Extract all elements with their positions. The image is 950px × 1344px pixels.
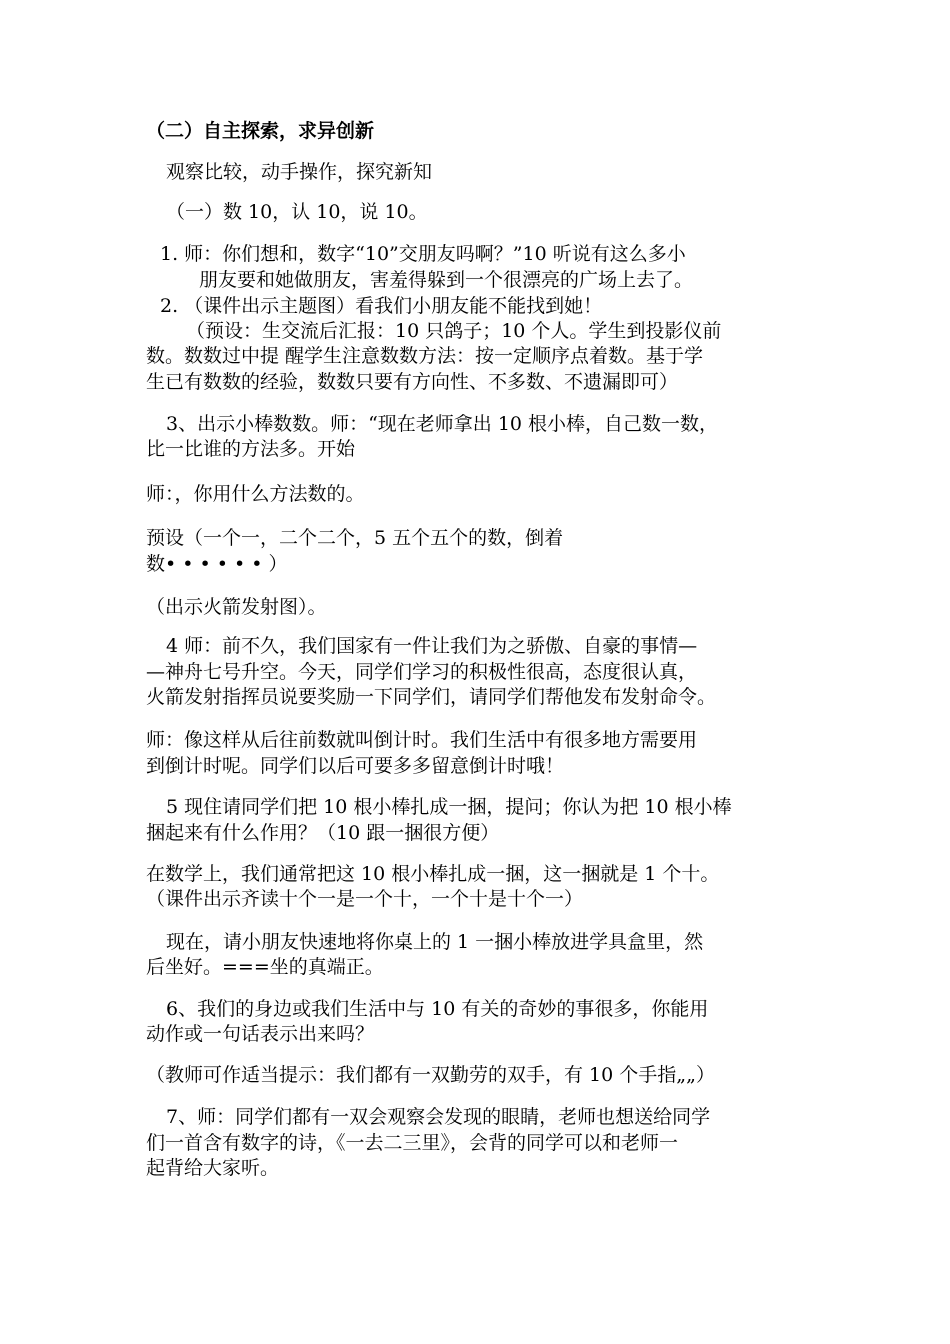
paragraph-line: 火箭发射指挥员说要奖励一下同学们，请同学们帮他发布发射命令。 — [146, 686, 717, 708]
paragraph-line: （教师可作适当提示：我们都有一双勤劳的双手，有 10 个手指„„） — [146, 1064, 715, 1086]
paragraph-line: 2. （课件出示主题图）看我们小朋友能不能找到她！ — [160, 295, 603, 317]
paragraph-line: 6、我们的身边或我们生活中与 10 有关的奇妙的事很多，你能用 — [166, 998, 709, 1020]
subsection-heading: （一）数 10，认 10，说 10。 — [166, 201, 428, 223]
paragraph-line: （预设：生交流后汇报：10 只鸽子；10 个人。学生到投影仪前 — [186, 320, 722, 342]
paragraph-line: 师：像这样从后往前数就叫倒计时。我们生活中有很多地方需要用 — [146, 729, 698, 751]
section-heading: （二）自主探索，求异创新 — [146, 120, 375, 142]
paragraph-line: 预设（一个一，二个二个，5 五个五个的数，倒着 — [146, 527, 564, 549]
paragraph-line: （出示火箭发射图）。 — [146, 596, 327, 618]
paragraph-line: 4 师：前不久，我们国家有一件让我们为之骄傲、自豪的事情— — [166, 635, 698, 657]
paragraph-line: 现在，请小朋友快速地将你桌上的 1 一捆小棒放进学具盒里，然 — [166, 931, 704, 953]
paragraph-line: 捆起来有什么作用？（10 跟一捆很方便） — [146, 822, 500, 844]
paragraph-line: 1. 师：你们想和，数字“10”交朋友吗啊？”10 听说有这么多小 — [160, 243, 686, 265]
paragraph-line: —神舟七号升空。今天，同学们学习的积极性很高，态度很认真， — [146, 661, 698, 683]
paragraph-line: 5 现住请同学们把 10 根小棒扎成一捆，提问；你认为把 10 根小棒 — [166, 796, 732, 818]
paragraph-line: 朋友要和她做朋友，害羞得躲到一个很漂亮的广场上去了。 — [199, 269, 694, 291]
paragraph-line: 后坐好。===坐的真端正。 — [146, 956, 384, 978]
paragraph-line: 7、师：同学们都有一双会观察会发现的眼睛，老师也想送给同学 — [166, 1106, 711, 1128]
paragraph-line: 比一比谁的方法多。开始 — [146, 438, 356, 460]
paragraph-line: 在数学上，我们通常把这 10 根小棒扎成一捆，这一捆就是 1 个十。 — [146, 863, 720, 885]
paragraph-line: 到倒计时呢。同学们以后可要多多留意倒计时哦！ — [146, 755, 565, 777]
paragraph-line: 师：，你用什么方法数的。 — [146, 483, 365, 505]
subtitle: 观察比较，动手操作，探究新知 — [166, 161, 433, 183]
paragraph-line: 动作或一句话表示出来吗？ — [146, 1023, 375, 1045]
paragraph-line: 数• • • • • • ） — [146, 553, 288, 575]
paragraph-line: 数。数数过中提 醒学生注意数数方法：按一定顺序点着数。基于学 — [146, 345, 704, 367]
paragraph-line: 3、出示小棒数数。师：“现在老师拿出 10 根小棒，自己数一数， — [166, 413, 719, 435]
paragraph-line: 生已有数数的经验，数数只要有方向性、不多数、不遗漏即可） — [146, 371, 679, 393]
paragraph-line: （课件出示齐读十个一是一个十，一个十是十个一） — [146, 888, 584, 910]
paragraph-line: 起背给大家听。 — [146, 1157, 280, 1179]
paragraph-line: 们一首含有数字的诗，《一去二三里》，会背的同学可以和老师一 — [146, 1132, 679, 1154]
